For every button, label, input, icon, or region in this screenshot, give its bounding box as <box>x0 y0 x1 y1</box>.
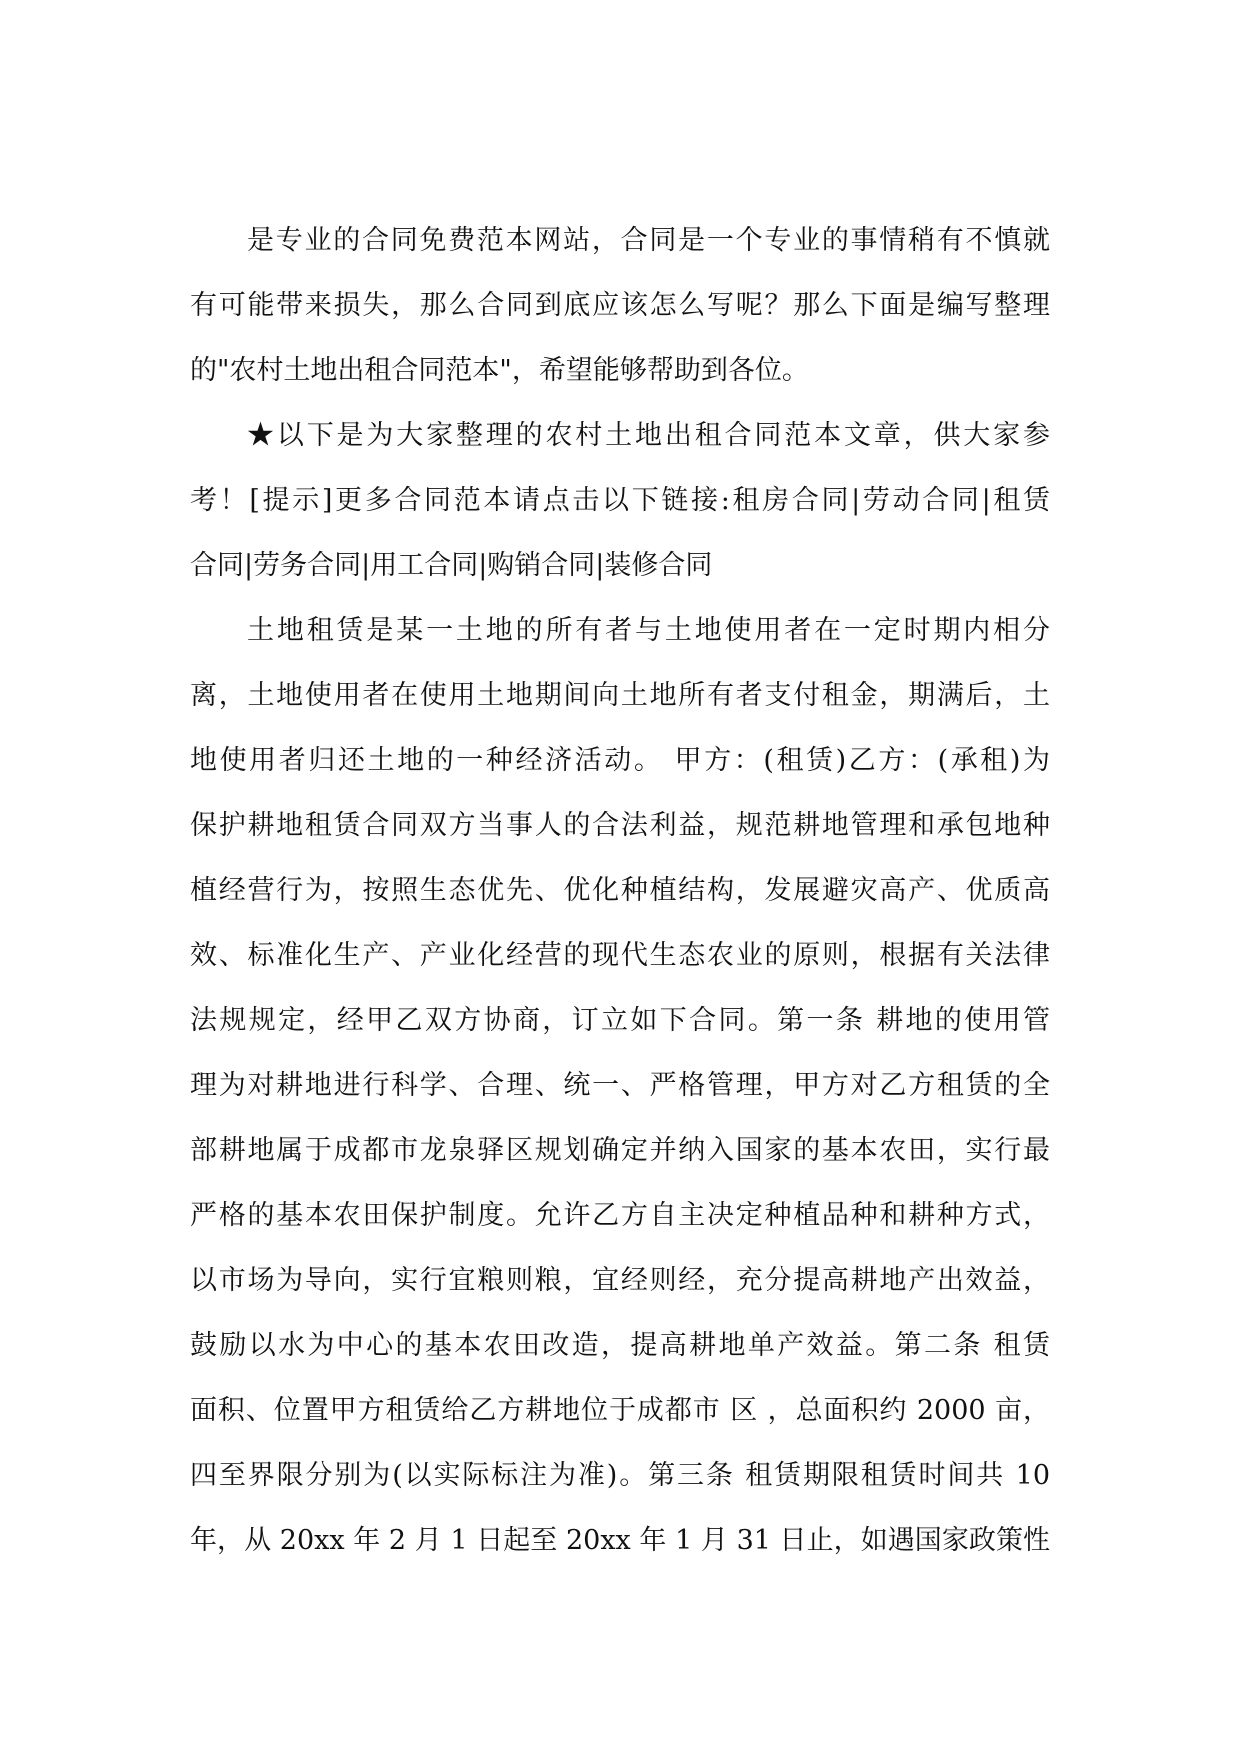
text-line: 考！[提示]更多合同范本请点击以下链接:租房合同|劳动合同|租赁 <box>190 485 1050 516</box>
text-line: 土地租赁是某一土地的所有者与土地使用者在一定时期内相分 <box>247 615 1050 646</box>
text-line: 理为对耕地进行科学、合理、统一、严格管理，甲方对乙方租赁的全 <box>190 1070 1050 1101</box>
text-line: 严格的基本农田保护制度。允许乙方自主决定种植品种和耕种方式， <box>190 1200 1050 1231</box>
text-line: 合同|劳务合同|用工合同|购销合同|装修合同 <box>190 550 713 581</box>
text-line: 有可能带来损失，那么合同到底应该怎么写呢？那么下面是编写整理 <box>190 290 1050 321</box>
text-line: 以市场为导向，实行宜粮则粮，宜经则经，充分提高耕地产出效益， <box>190 1265 1050 1296</box>
text-line: 鼓励以水为中心的基本农田改造，提高耕地单产效益。第二条 租赁 <box>190 1330 1050 1361</box>
paragraph-intro <box>190 223 1050 389</box>
text-line: 保护耕地租赁合同双方当事人的合法利益，规范耕地管理和承包地种 <box>190 810 1050 841</box>
text-line: 年，从 20xx 年 2 月 1 日起至 20xx 年 1 月 31 日止，如遇国家政策性 <box>190 1525 1050 1556</box>
text-line: 离，土地使用者在使用土地期间向土地所有者支付租金，期满后，土 <box>190 680 1050 711</box>
text-line: ★以下是为大家整理的农村土地出租合同范本文章，供大家参 <box>247 420 1050 451</box>
document-body <box>190 223 1050 1588</box>
text-line: 是专业的合同免费范本网站，合同是一个专业的事情稍有不慎就 <box>247 225 1050 256</box>
paragraph-notice <box>190 418 1050 584</box>
text-line: 四至界限分别为(以实际标注为准)。第三条 租赁期限租赁时间共 10 <box>190 1460 1050 1491</box>
text-line: 面积、位置甲方租赁给乙方耕地位于成都市 区 ，总面积约 2000 亩， <box>190 1395 1050 1426</box>
text-line: 的"农村土地出租合同范本"，希望能够帮助到各位。 <box>190 355 809 386</box>
text-line: 部耕地属于成都市龙泉驿区规划确定并纳入国家的基本农田，实行最 <box>190 1135 1050 1166</box>
text-line: 效、标准化生产、产业化经营的现代生态农业的原则，根据有关法律 <box>190 940 1050 971</box>
text-line: 地使用者归还土地的一种经济活动。 甲方：(租赁)乙方：(承租)为 <box>190 745 1050 776</box>
text-line: 植经营行为，按照生态优先、优化种植结构，发展避灾高产、优质高 <box>190 875 1050 906</box>
text-line: 法规规定，经甲乙双方协商，订立如下合同。第一条 耕地的使用管 <box>190 1005 1050 1036</box>
paragraph-contract-body <box>190 613 1050 1559</box>
